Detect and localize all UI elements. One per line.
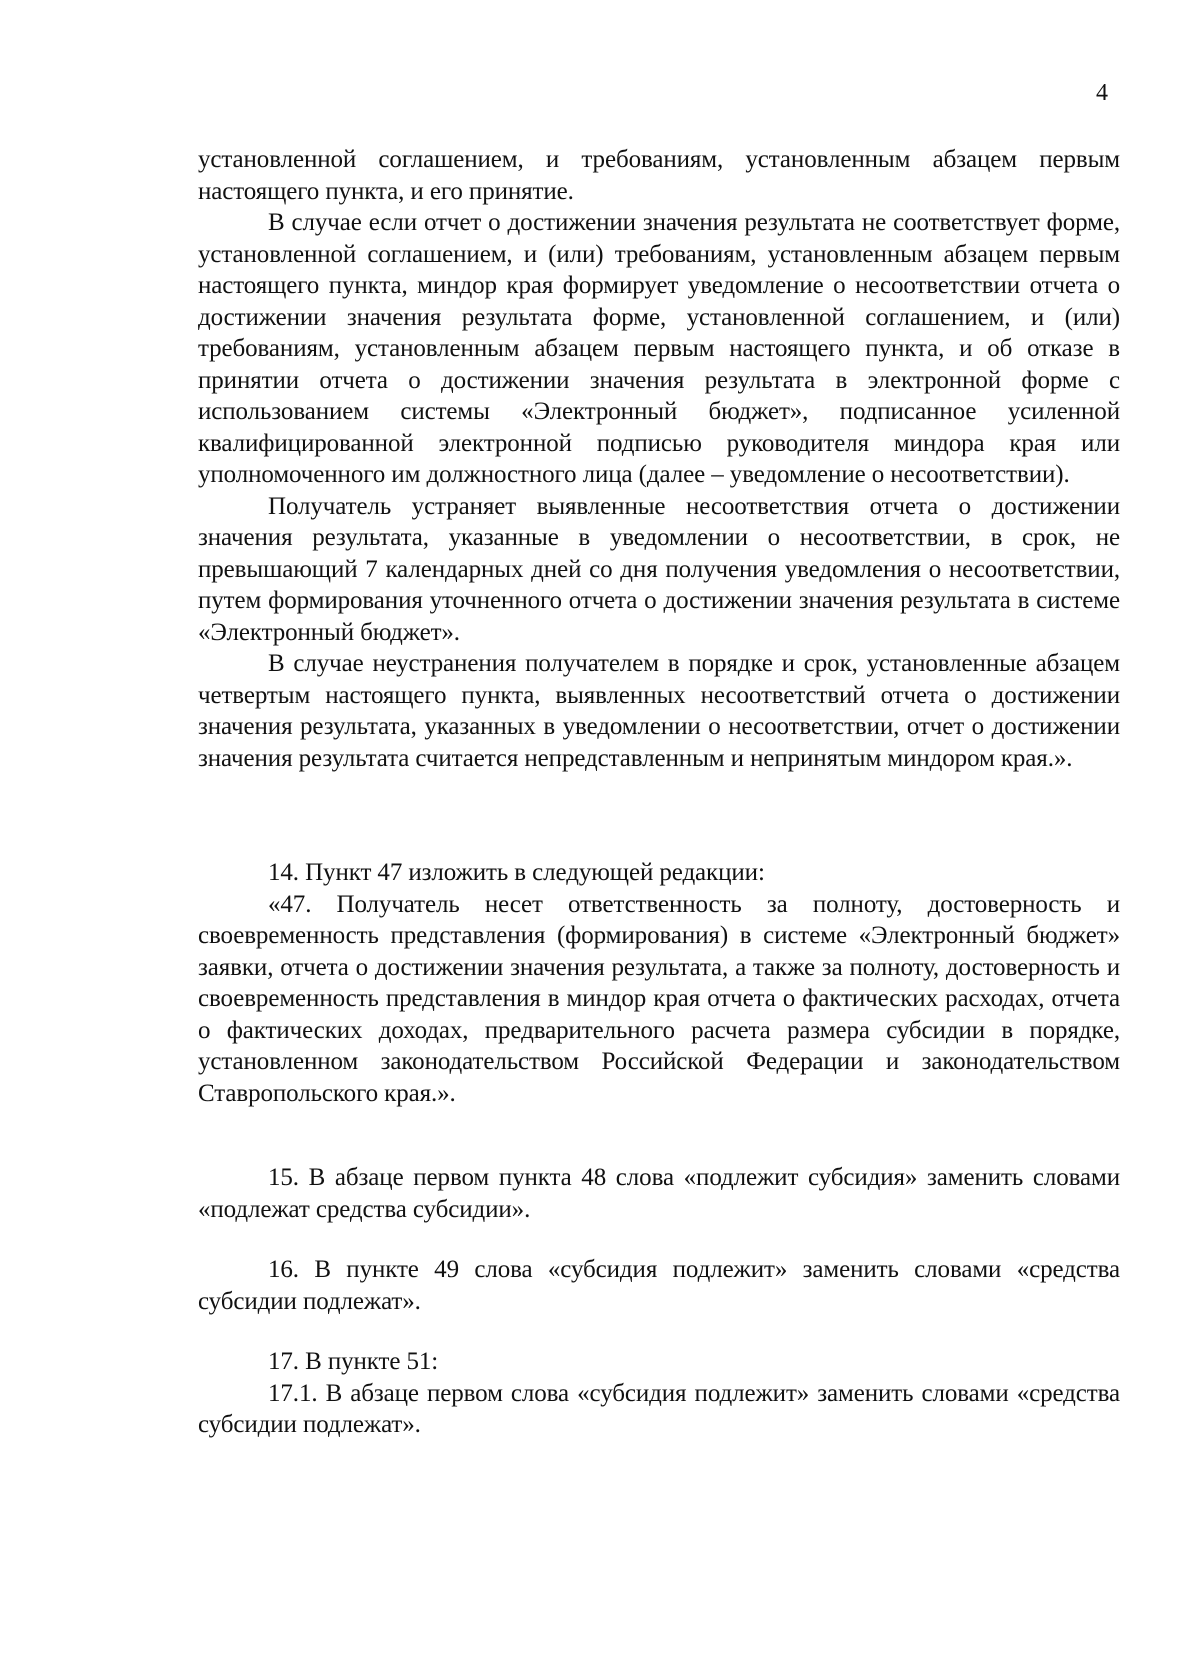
item-16-text: 16. В пункте 49 слова «субсидия подлежит» заменить словами «средства субсидии подлежат». — [198, 1256, 1120, 1315]
paragraph-recipient-corrects: Получатель устраняет выявленные несоответствия отчета о достижении значения результата, указанные в уведомлении о несоответствии, в срок, не превышающий 7 календарных дней со дня получения уведомления о несоответствии, путем формирования уточненного отчета о достижении значения результата в системе «Электронный бюджет». — [198, 492, 1120, 646]
item-14-heading: 14. Пункт 47 изложить в следующей редакции: — [268, 859, 765, 886]
paragraph-non-correction: В случае неустранения получателем в порядке и срок, установленные абзацем четвертым настоящего пункта, выявленных несоответствий отчета о достижении значения результата, указанных в уведомлении о несоответствии, отчет о достижении значения результата считается непредставленным и непринятым миндором края.». — [198, 650, 1120, 772]
item-17-1-text: 17.1. В абзаце первом слова «субсидия подлежит» заменить словами «средства субсидии подлежат». — [198, 1379, 1120, 1438]
text-block-item-15 — [198, 1162, 1120, 1225]
paragraph-notice-of-noncompliance: В случае если отчет о достижении значения результата не соответствует форме, установленной соглашением, и (или) требованиям, установленным абзацем первым настоящего пункта, миндор края формирует уведомление о несоответствии отчета о достижении значения результата форме, установленной соглашением, и (или) требованиям, установленным абзацем первым настоящего пункта, и об отказе в принятии отчета о достижении значения результата в электронной форме с использованием системы «Электронный бюджет», подписанное усиленной квалифицированной электронной подписью руководителя миндора края или уполномоченного им должностного лица (далее – уведомление о несоответствии). — [198, 209, 1120, 488]
item-47-text: «47. Получатель несет ответственность за полноту, достоверность и своевременность представления (формирования) в системе «Электронный бюджет» заявки, отчета о достижении значения результата, а также за полноту, достоверность и своевременность представления в миндор края отчета о фактических расходах, отчета о фактических доходах, предварительного расчета размера субсидии в порядке, установленном законодательством Российской Федерации и законодательством Ставропольского края.». — [198, 890, 1120, 1107]
text-block-item-16 — [198, 1254, 1120, 1317]
text-block-item-17 — [198, 1346, 1120, 1441]
item-17-heading: 17. В пункте 51: — [268, 1348, 439, 1375]
text-block-main — [198, 144, 1120, 774]
page-number: 4 — [1096, 80, 1108, 106]
text-block-item-14 — [198, 857, 1120, 1109]
paragraph-continuation: установленной соглашением, и требованиям, установленным абзацем первым настоящего пункта, и его принятие. — [198, 146, 1120, 205]
item-15-text: 15. В абзаце первом пункта 48 слова «подлежит субсидия» заменить словами «подлежат средства субсидии». — [198, 1164, 1120, 1223]
